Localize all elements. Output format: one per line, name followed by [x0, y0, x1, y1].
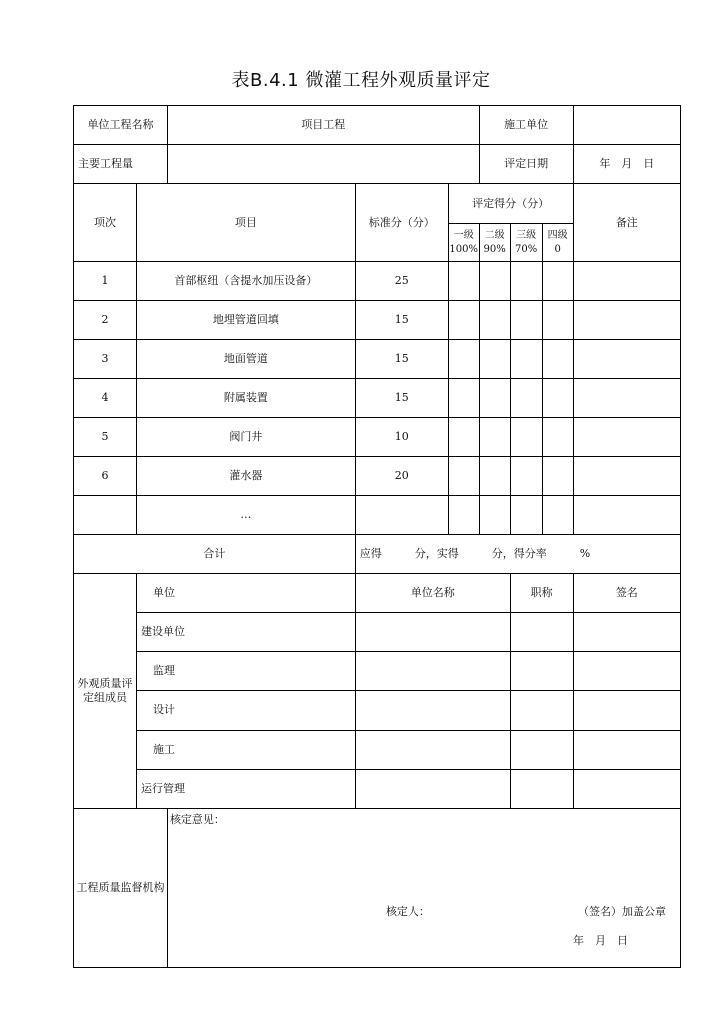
member-unit: 运行管理: [136, 769, 355, 808]
member-signature[interactable]: [573, 691, 680, 730]
page-title: 表B.4.1 微灌工程外观质量评定: [231, 70, 491, 91]
grade-1: 一级 100%: [448, 224, 479, 262]
cell-grade-4[interactable]: [542, 340, 573, 379]
cell-grade-2[interactable]: [479, 340, 510, 379]
cell-grade-3[interactable]: [510, 340, 542, 379]
member-title[interactable]: [510, 691, 573, 730]
member-unit: 施工: [136, 730, 355, 769]
total-row: [74, 535, 681, 574]
member-unit: 建设单位: [136, 613, 355, 652]
cell-grade-3[interactable]: [510, 457, 542, 496]
col-signature: 签名: [573, 574, 680, 613]
member-unit-name[interactable]: [355, 652, 510, 691]
members-group-label: 外观质量评定组成员: [74, 574, 137, 808]
cell-grade-3[interactable]: [510, 262, 542, 301]
cell-grade-4[interactable]: [542, 379, 573, 418]
cell-remark[interactable]: [573, 301, 680, 340]
member-signature[interactable]: [573, 613, 680, 652]
table-row: [74, 301, 681, 340]
row-item: 首部枢纽（含提水加压设备）: [136, 262, 355, 301]
cell-grade-1[interactable]: [448, 301, 479, 340]
member-unit-name[interactable]: [355, 769, 510, 808]
member-row: [74, 652, 681, 691]
cell-remark[interactable]: [573, 379, 680, 418]
cell-grade-1[interactable]: [448, 379, 479, 418]
row-item: 阀门井: [136, 418, 355, 457]
member-row: [74, 613, 681, 652]
member-title[interactable]: [510, 730, 573, 769]
cell-remark[interactable]: [573, 340, 680, 379]
cell-grade-1[interactable]: [448, 340, 479, 379]
grade-4: 四级 0: [542, 224, 573, 262]
row-score: 15: [355, 379, 448, 418]
row-score: 25: [355, 262, 448, 301]
assessment-form-table: [73, 105, 681, 968]
cell-remark[interactable]: [573, 496, 680, 535]
member-unit-name[interactable]: [355, 691, 510, 730]
cell-grade-2[interactable]: [479, 418, 510, 457]
row-no: 5: [74, 418, 137, 457]
row-no: 1: [74, 262, 137, 301]
member-unit: 监理: [136, 652, 355, 691]
total-text[interactable]: 应得 分，实得 分，得分率 %: [355, 535, 680, 574]
member-row: [74, 730, 681, 769]
cell-grade-1[interactable]: [448, 457, 479, 496]
cell-grade-4[interactable]: [542, 301, 573, 340]
col-item-no: 项次: [74, 184, 137, 262]
supervision-date: 年 月 日: [573, 933, 628, 947]
table-row: [74, 340, 681, 379]
row-no: 3: [74, 340, 137, 379]
cell-remark[interactable]: [573, 418, 680, 457]
member-row: [74, 769, 681, 808]
row-item: 地面管道: [136, 340, 355, 379]
col-remark: 备注: [573, 184, 680, 262]
cell-grade-4[interactable]: [542, 418, 573, 457]
table-row: [74, 262, 681, 301]
table-row: [74, 379, 681, 418]
row-score: [355, 496, 448, 535]
member-signature[interactable]: [573, 769, 680, 808]
cell-remark[interactable]: [573, 457, 680, 496]
checker-label: 核定人：: [385, 904, 430, 918]
unit-project-name-label: 单位工程名称: [74, 106, 168, 145]
construction-unit-label: 施工单位: [479, 106, 573, 145]
member-signature[interactable]: [573, 652, 680, 691]
cell-grade-2[interactable]: [479, 301, 510, 340]
cell-grade-4[interactable]: [542, 496, 573, 535]
row-no: 4: [74, 379, 137, 418]
col-item: 项目: [136, 184, 355, 262]
unit-project-name-value[interactable]: 项目工程: [167, 106, 479, 145]
cell-grade-1[interactable]: [448, 262, 479, 301]
col-standard-score: 标准分（分）: [355, 184, 448, 262]
cell-grade-4[interactable]: [542, 262, 573, 301]
row-score: 10: [355, 418, 448, 457]
row-item: 附属装置: [136, 379, 355, 418]
col-assessed-score: 评定得分（分）: [448, 184, 573, 224]
cell-grade-4[interactable]: [542, 457, 573, 496]
cell-grade-1[interactable]: [448, 496, 479, 535]
member-title[interactable]: [510, 613, 573, 652]
cell-grade-3[interactable]: [510, 301, 542, 340]
sign-seal-label: （签名）加盖公章: [578, 904, 666, 918]
col-title: 职称: [510, 574, 573, 613]
cell-grade-3[interactable]: [510, 418, 542, 457]
row-score: 15: [355, 340, 448, 379]
table-row: [74, 418, 681, 457]
column-header-row: [74, 184, 681, 224]
table-row: [74, 457, 681, 496]
cell-grade-3[interactable]: [510, 496, 542, 535]
row-item: 地埋管道回填: [136, 301, 355, 340]
main-work-label: 主要工程量: [74, 145, 168, 184]
member-unit-name[interactable]: [355, 613, 510, 652]
construction-unit-value[interactable]: [573, 106, 680, 145]
cell-grade-1[interactable]: [448, 418, 479, 457]
table-row: [74, 496, 681, 535]
header-row-quantity: [74, 145, 681, 184]
member-unit-name[interactable]: [355, 730, 510, 769]
cell-grade-2[interactable]: [479, 262, 510, 301]
supervision-label: 工程质量监督机构: [74, 808, 168, 967]
supervision-row: [74, 808, 681, 967]
member-signature[interactable]: [573, 730, 680, 769]
cell-grade-2[interactable]: [479, 457, 510, 496]
row-score: 20: [355, 457, 448, 496]
member-title[interactable]: [510, 652, 573, 691]
col-unit-name: 单位名称: [355, 574, 510, 613]
opinion-label: 核定意见：: [169, 812, 225, 826]
grade-3: 三级 70%: [510, 224, 542, 262]
row-score: 15: [355, 301, 448, 340]
member-row: [74, 691, 681, 730]
assessment-date-label: 评定日期: [479, 145, 573, 184]
members-header-row: [74, 574, 681, 613]
member-title[interactable]: [510, 769, 573, 808]
assessment-date-value[interactable]: 年 月 日: [573, 145, 680, 184]
row-item: …: [136, 496, 355, 535]
cell-grade-2[interactable]: [479, 379, 510, 418]
row-no: 6: [74, 457, 137, 496]
member-unit: 设计: [136, 691, 355, 730]
grade-2: 二级 90%: [479, 224, 510, 262]
cell-grade-3[interactable]: [510, 379, 542, 418]
cell-remark[interactable]: [573, 262, 680, 301]
supervision-opinion-cell[interactable]: [167, 808, 680, 967]
row-no: [74, 496, 137, 535]
col-unit: 单位: [136, 574, 355, 613]
header-row-project: [74, 106, 681, 145]
row-item: 灌水器: [136, 457, 355, 496]
total-label: 合计: [74, 535, 356, 574]
row-no: 2: [74, 301, 137, 340]
main-work-value[interactable]: [167, 145, 479, 184]
cell-grade-2[interactable]: [479, 496, 510, 535]
